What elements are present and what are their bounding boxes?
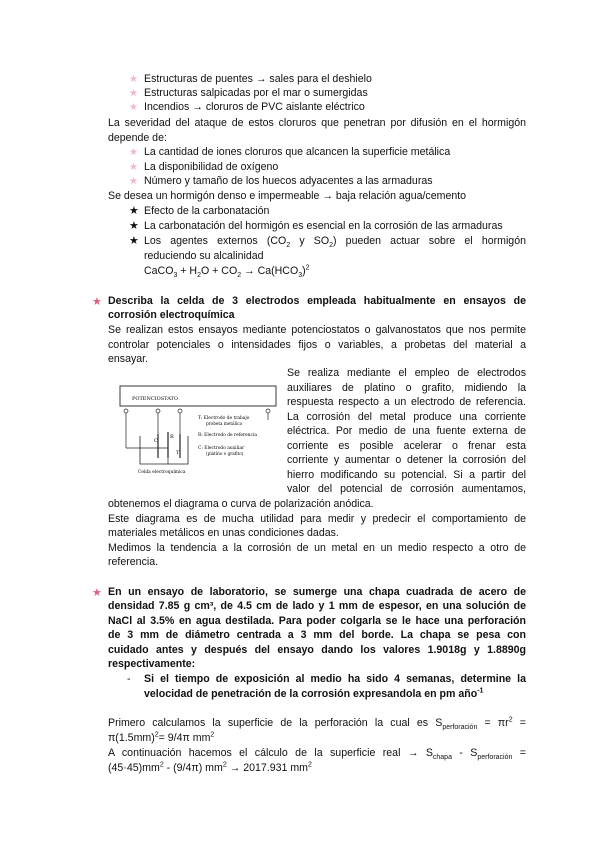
question-title: En un ensayo de laboratorio, se sumerge una chapa cuadrada de acero de: [108, 586, 526, 598]
bullet-star-icon: ★: [129, 235, 139, 247]
list-item: La cantidad de iones cloruros que alcancen la superficie metálica: [144, 146, 451, 158]
paragraph-line: controlar potenciales o intensidades fijos o variables, a probetas del material a: [108, 339, 526, 351]
paragraph-line: Se realizan estos ensayos mediante potenciostatos o galvanostatos que nos permite: [108, 324, 526, 336]
list-item: Incendios → cloruros de PVC aislante eléctrico: [144, 101, 365, 113]
figure-c-label: C: Electrodo auxiliar: [198, 446, 245, 451]
bullet-star-icon: ★: [129, 74, 138, 85]
figure-t-label: T: Electrodo de trabajo: [198, 416, 250, 421]
calc-line: $\pi(1.5mm)^2= 9/4\pi$ $mm^2$: [108, 731, 215, 744]
paragraph-line: Se realiza mediante el empleo de electrodos: [287, 367, 526, 379]
paragraph-line: auxiliares de platino o grafito, midiendo la: [287, 382, 526, 394]
paragraph-line: eléctrica. Por medio de una fuente externa de: [287, 425, 526, 437]
paragraph-line: respuesta respecto a un electrodo de referencia.: [287, 396, 526, 408]
list-item: Número y tamaño de los huecos adyacentes a las armaduras: [144, 175, 433, 187]
calc-line: $(45\cdot 45)mm^2 - (9/4\pi) mm^2 \to 2017.931$ $mm^2$: [108, 761, 312, 774]
bullet-star-icon: ★: [129, 147, 138, 158]
paragraph-line: Se desea un hormigón denso e impermeable → baja relación agua/cemento: [108, 190, 467, 202]
question-title: corrosión electroquímica: [108, 309, 235, 321]
calc-line: Primero calculamos la superficie de la perforación la cual es $S_{perforación} = \pi r^2$ =: [108, 716, 526, 732]
question-title: NaCl al 3.5% en agua destilada. Para poder colgarla se le hace una perforación: [108, 615, 526, 627]
bullet-star-icon: ★: [129, 205, 139, 217]
list-item: La disponibilidad de oxígeno: [144, 161, 279, 173]
question-title: respectivamente:: [108, 658, 196, 670]
list-item-continuation: reduciendo su alcalinidad: [144, 250, 264, 262]
figure-r-marker: R: [170, 434, 174, 440]
bullet-star-icon: ★: [129, 162, 138, 173]
list-item: Efecto de la carbonatación: [144, 205, 270, 217]
question-star-icon: ★: [92, 587, 102, 599]
question-title: Describa la celda de 3 electrodos empleada habitualmente en ensayos de: [108, 295, 526, 307]
paragraph-line: valor del potencial de corrosión aumentamos,: [287, 483, 526, 495]
question-star-icon: ★: [92, 296, 102, 308]
question-title: densidad 7.85 g cm³, de 4.5 cm de lado y 1 mm de espesor, en una solución de: [108, 600, 526, 612]
figure-c-marker: C: [154, 438, 158, 444]
sub-question: Si el tiempo de exposición al medio ha sido 4 semanas, determine la: [144, 673, 526, 685]
paragraph-line: referencia.: [108, 556, 159, 568]
sub-question: velocidad de penetración de la corrosión expresandola en pm año$^{-1}$: [144, 687, 484, 700]
figure-box-label: POTENCIOSTATO: [132, 396, 178, 402]
bullet-star-icon: ★: [129, 88, 138, 99]
list-item: La carbonatación del hormigón es esencial en la corrosión de las armaduras: [144, 220, 503, 232]
equation: CaCO$_3$ + $H_2O + CO_2 \to Ca(HCO_3)^2$: [144, 264, 310, 280]
question-title: de 3 mm de diámetro centrada a 3 mm del borde. La chapa se pesa con: [108, 629, 526, 641]
paragraph-line: La corrosión del metal produce una corriente: [287, 411, 526, 423]
paragraph-line: Medimos la tendencia a la corrosión de un metal en un medio respecto a otro de: [108, 542, 526, 554]
bullet-star-icon: ★: [129, 102, 138, 113]
question-title: cuidado antes y después del ensayo dando los valores 1.9018g y 1.8890g: [108, 644, 526, 656]
figure-t-marker: T: [176, 450, 180, 456]
bullet-star-icon: ★: [129, 176, 138, 187]
paragraph-line: ensayar.: [108, 353, 149, 365]
electrochemical-cell-figure: [118, 374, 280, 478]
list-item: Estructuras salpicadas por el mar o sumergidas: [144, 87, 368, 99]
list-item: Los agentes externos ($CO_2$ y $SO_2$) pueden actuar sobre el hormigón: [144, 235, 526, 250]
paragraph-line: materiales metálicos en unas condiciones dadas.: [108, 527, 339, 539]
figure-caption: Celda electroquímica: [138, 470, 186, 475]
list-item: Estructuras de puentes → sales para el deshielo: [144, 73, 372, 85]
paragraph-line: Este diagrama es de mucha utilidad para medir y predecir el comportamiento de: [108, 513, 526, 525]
figure-r-label: R: Electrodo de referencia: [198, 433, 257, 438]
figure-c-sublabel: (platino o grafito): [206, 451, 244, 456]
paragraph-line: hierro modificando su potencial. Si a partir del: [287, 469, 526, 481]
paragraph-line: La severidad del ataque de estos cloruros que penetran por difusión en el hormigón: [108, 117, 526, 129]
cell-diagram: [118, 374, 280, 478]
paragraph-line: depende de:: [108, 132, 167, 144]
paragraph-line: corriente es posible acelerar o frenar esta: [287, 440, 526, 452]
calc-line: A continuación hacemos el cálculo de la superficie real → $S_{chapa} - S_{perforación}$ =: [108, 747, 526, 762]
dash-bullet: -: [127, 673, 131, 685]
paragraph-line: obtenemos el diagrama o curva de polarización anódica.: [108, 498, 374, 510]
figure-t-sublabel: probeta metálica: [206, 421, 243, 426]
paragraph-line: corriente y aumentar o detener la corrosión del: [287, 454, 526, 466]
bullet-star-icon: ★: [129, 220, 139, 232]
